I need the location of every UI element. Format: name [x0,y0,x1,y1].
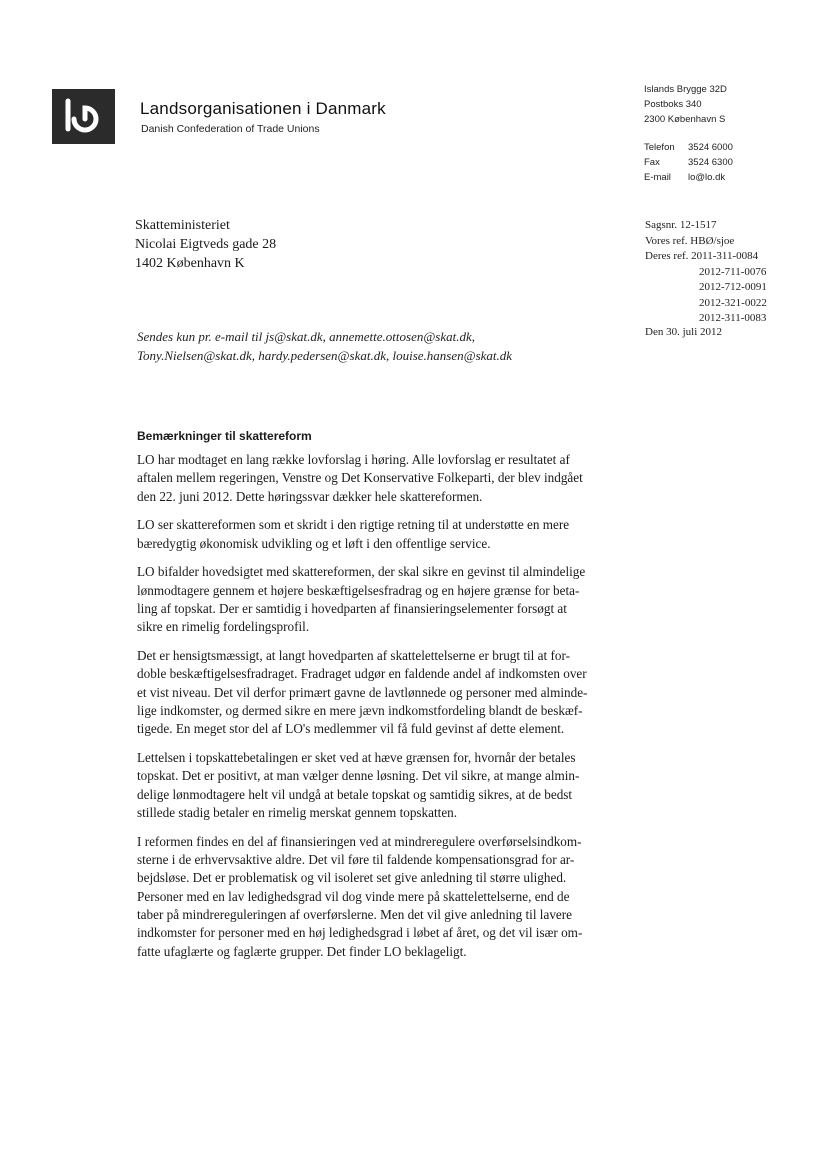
text-line: et vist niveau. Det vil derfor primært gavne de lavtlønnede og personer med alminde- [137,684,588,700]
text-line: lønmodtagere gennem et højere beskæftigelsesfradrag og en højere grænse for beta- [137,582,580,598]
letter-body [137,451,697,971]
org-name: Landsorganisationen i Danmark [140,99,386,118]
reference-block [645,218,767,327]
contact-label: Telefon [644,142,675,153]
sent-to-line: Tony.Nielsen@skat.dk, hardy.pedersen@skat.dk, louise.hansen@skat.dk [137,348,513,363]
paragraph [137,563,697,636]
letter-date: Den 30. juli 2012 [645,326,722,338]
text-line: fatte ufaglærte og faglærte grupper. Det finder LO beklageligt. [137,943,467,959]
text-line: tigede. En meget stor del af LO's medlemmer vil få fuld gevinst af dette element. [137,721,565,737]
your-reference-extra: 2012-712-0091 [699,281,767,293]
text-line: sterne i de erhvervsaktive aldre. Det vil føre til faldende kompensationsgrad for ar- [137,852,575,868]
lo-logo [52,89,115,144]
org-subtitle: Danish Confederation of Trade Unions [141,123,320,135]
recipient-line: Nicolai Eigtveds gade 28 [135,237,277,252]
paragraph [137,516,697,553]
contact-fax [644,155,733,170]
contact-value: 3524 6300 [688,157,733,168]
your-reference-extra: 2012-711-0076 [699,265,767,278]
text-line: LO bifalder hovedsigtet med skattereformen, der skal sikre en gevinst til almindelige [137,564,586,580]
your-reference-extra: 2012-321-0022 [699,296,767,309]
your-reference: Deres ref. 2011-311-0084 [645,250,759,262]
sent-to-note [137,327,512,365]
text-line: aftalen mellem regeringen, Venstre og Det Konservative Folkeparti, der blev indgået [137,470,583,486]
text-line: lige indkomster, og dermed sikre en mere jævn indkomstfordeling blandt de beskæf- [137,703,583,719]
address-block [644,82,727,127]
text-line: topskat. Det er positivt, at man vælger denne løsning. Det vil sikre, at mange almin- [137,768,580,784]
text-line: den 22. juni 2012. Dette høringssvar dækker hele skattereformen. [137,488,483,504]
text-line: Det er hensigtsmæssigt, at langt hovedparten af skattelettelserne er brugt til at for- [137,648,570,664]
recipient-line: 1402 København K [135,256,245,271]
text-line: doble beskæftigelsesfradraget. Fradraget udgør en faldende andel af indkomsten over [137,666,587,682]
text-line: Lettelsen i topskattebetalingen er sket ved at hæve grænsen for, hvornår der betales [137,750,576,766]
case-number: Sagsnr. 12-1517 [645,219,717,231]
paragraph [137,647,697,738]
our-reference: Vores ref. HBØ/sjoe [645,234,735,247]
contact-value: 3524 6000 [688,142,733,153]
text-line: LO ser skattereformen som et skridt i den rigtige retning til at understøtte en mere [137,517,570,533]
contact-block [644,140,733,185]
sent-to-line: Sendes kun pr. e-mail til js@skat.dk, annemette.ottosen@skat.dk, [137,329,476,344]
address-line: Islands Brygge 32D [644,84,727,95]
text-line: bejdsløse. Det er problematisk og vil isoleret set give anledning til større ulighed. [137,870,567,886]
address-line: 2300 København S [644,114,726,125]
contact-label: E-mail [644,172,671,183]
recipient-line: Skatteministeriet [135,218,230,233]
text-line: LO har modtaget en lang række lovforslag i høring. Alle lovforslag er resultatet af [137,452,570,467]
letter-heading: Bemærkninger til skattereform [137,429,312,443]
paragraph [137,833,697,961]
contact-phone [644,140,733,155]
your-reference-extra: 2012-311-0083 [699,312,767,324]
text-line: bæredygtig økonomisk udvikling og et løft i den offentlige service. [137,535,491,551]
text-line: indkomster for personer med en høj ledighedsgrad i løbet af året, og det vil især om- [137,925,583,941]
text-line: ling af topskat. Der er samtidig i hovedparten af finansieringselementer forsøgt at [137,601,567,617]
paragraph [137,451,697,506]
text-line: Personer med en lav ledighedsgrad vil dog vinde mere på skattelettelserne, end de [137,888,570,904]
contact-value: lo@lo.dk [688,172,726,183]
paragraph [137,749,697,822]
contact-label: Fax [644,157,660,168]
lo-logo-icon [52,89,115,144]
text-line: stillede stadig betaler en rimelig merskat gennem topskatten. [137,805,458,821]
recipient-address [135,216,276,273]
text-line: I reformen findes en del af finansieringen ved at mindreregulere overførselsindkom- [137,833,582,849]
text-line: taber på mindrereguleringen af overførslerne. Men det vil give anledning til lavere [137,907,573,923]
address-line: Postboks 340 [644,99,702,110]
text-line: delige lønmodtagere helt vil undgå at betale topskat og samtidig sikres, at de bedst [137,786,573,802]
contact-email [644,170,733,185]
text-line: sikre en rimelig fordelingsprofil. [137,619,310,635]
